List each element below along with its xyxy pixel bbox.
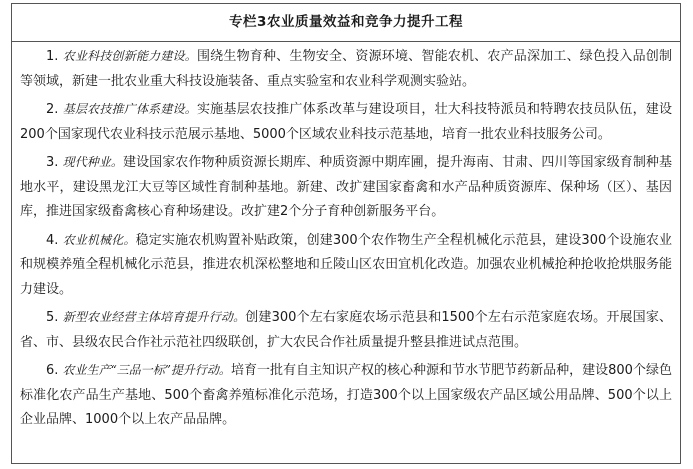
item-keyword: 农业机械化。 bbox=[62, 232, 136, 247]
item-text: 建设国家农作物种质资源长期库、种质资源中期库圃，提升海南、甘肃、四川等国家级育制种基地水平，建设黑龙江大豆等区域性育制种基地。新建、改扩建国家畜禽和水产品种质资源库、保种场（区）、基因库，推进国家级畜禽核心育种场建设。改扩建2个分子育种创新服务平台。 bbox=[20, 155, 672, 219]
project-box bbox=[11, 3, 681, 464]
item-keyword: 农业科技创新能力建设。 bbox=[62, 49, 197, 63]
box-title: 专栏3农业质量效益和竞争力提升工程 bbox=[12, 4, 680, 42]
item-text: 稳定实施农机购置补贴政策，创建300个农作物生产全程机械化示范县，建设300个设施农业和规模养殖全程机械化示范县，推进农机深松整地和丘陵山区农田宜机化改造。加强农业机械抢种抢收抢烘服务能力建设。 bbox=[20, 232, 672, 297]
item-text: 培育一批有自主知识产权的核心种源和节水节肥节药新品种，建设800个绿色标准化农产品生产基地、500个畜禽养殖标准化示范场，打造300个以上国家级农产品区域公用品牌、500个以上企业品牌、1000个以上农产品品牌。 bbox=[20, 363, 672, 427]
item-text: 创建300个左右家庭农场示范县和1500个左右示范家庭农场。开展国家、省、市、县级农民合作社示范社四级联创，扩大农民合作社质量提升整县推进试点范围。 bbox=[20, 310, 672, 350]
item-number: 2. bbox=[46, 102, 59, 117]
item-number: 3. bbox=[46, 155, 59, 170]
item-4 bbox=[20, 228, 672, 303]
item-6 bbox=[20, 358, 672, 433]
item-1 bbox=[20, 44, 672, 94]
item-number: 5. bbox=[46, 310, 59, 325]
item-keyword: 现代种业。 bbox=[62, 155, 123, 169]
item-keyword: 新型农业经营主体培育提升行动。 bbox=[62, 310, 246, 324]
box-body bbox=[12, 42, 680, 433]
item-3 bbox=[20, 150, 672, 225]
item-keyword: 农业生产“三品一标”提升行动。 bbox=[62, 363, 231, 377]
item-text: 围绕生物育种、生物安全、资源环境、智能农机、农产品深加工、绿色投入品创制等领域，新建一批农业重大科技设施装备、重点实验室和农业科学观测实验站。 bbox=[20, 49, 672, 89]
item-number: 4. bbox=[46, 232, 59, 248]
item-2 bbox=[20, 97, 672, 147]
item-number: 6. bbox=[46, 363, 59, 378]
item-number: 1. bbox=[46, 49, 59, 64]
item-text: 实施基层农技推广体系改革与建设项目，壮大科技特派员和特聘农技员队伍，建设200个国家现代农业科技示范展示基地、5000个区域农业科技示范基地，培育一批农业科技服务公司。 bbox=[20, 102, 672, 142]
item-keyword: 基层农技推广体系建设。 bbox=[62, 102, 197, 116]
item-5 bbox=[20, 305, 672, 355]
